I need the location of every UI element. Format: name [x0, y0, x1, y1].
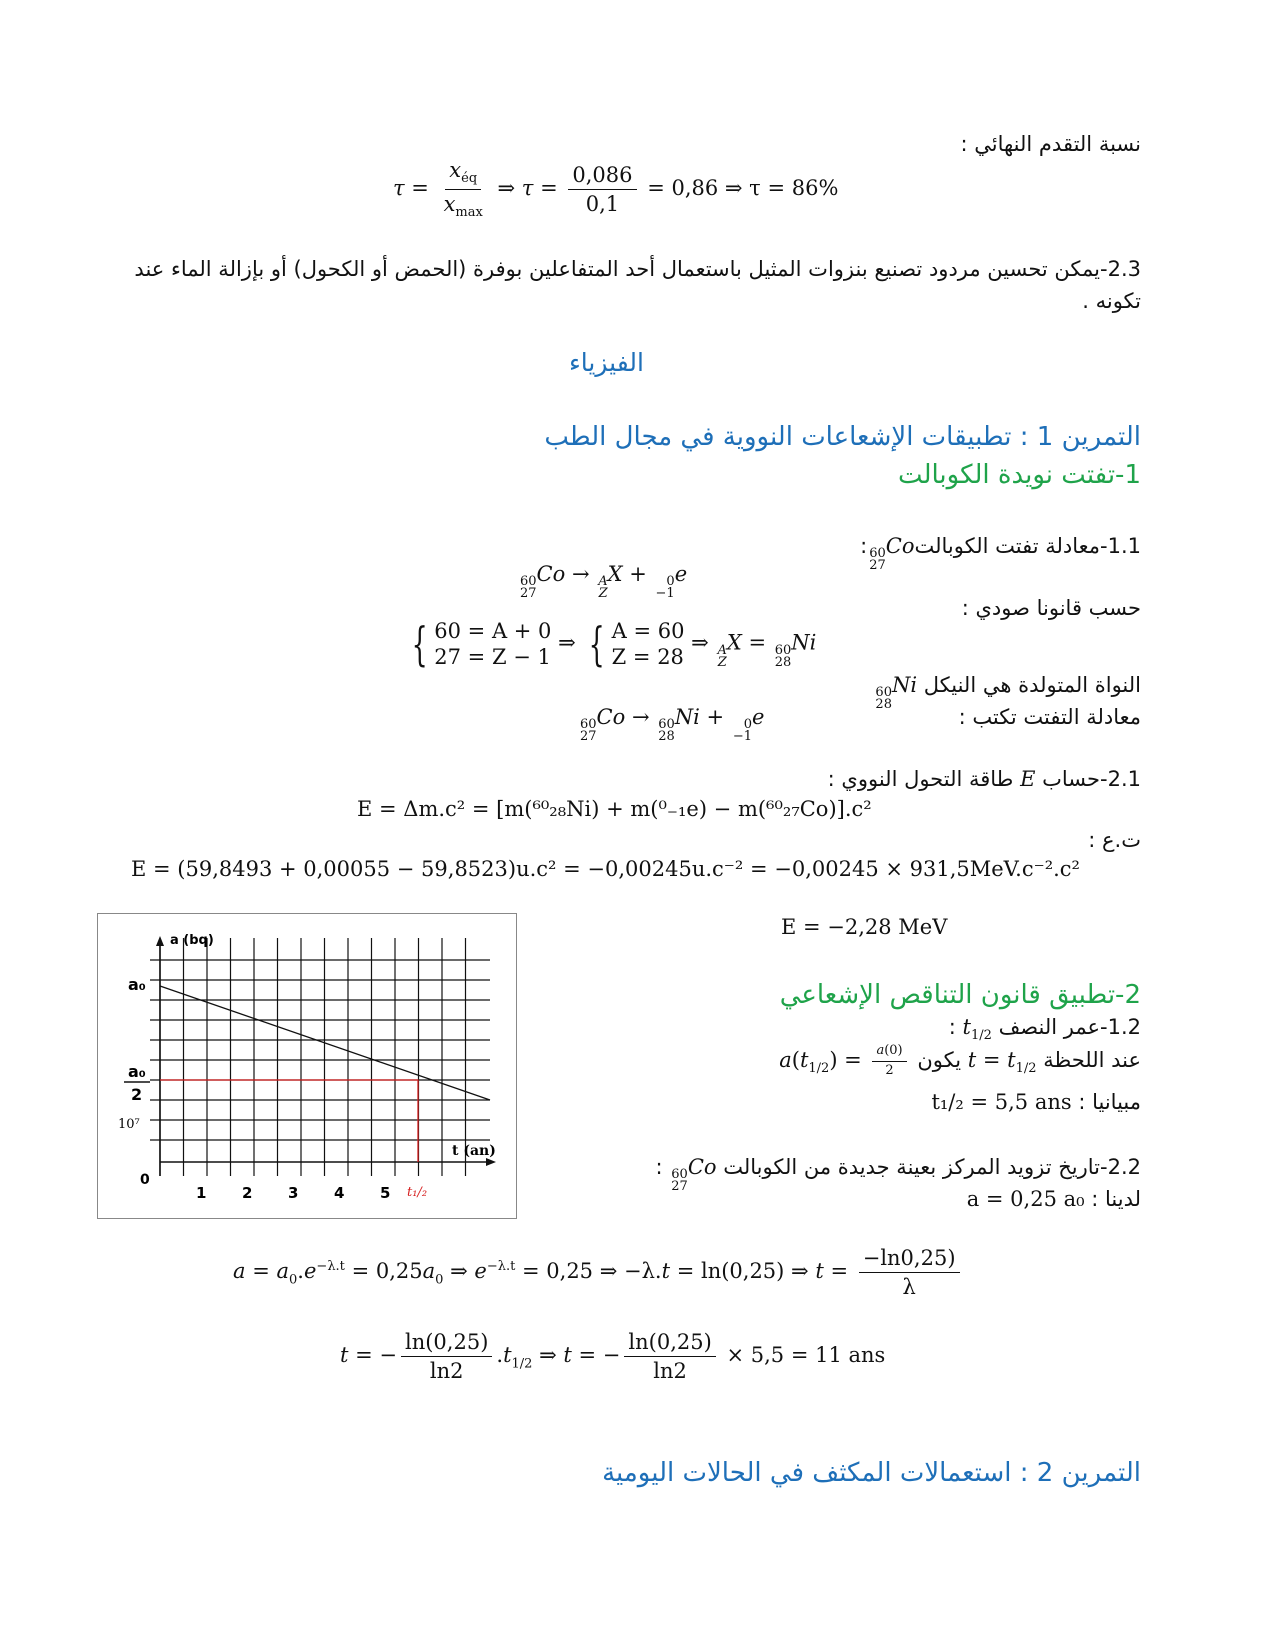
soddy-system: { 60 = A + 0 27 = Z − 1 ⇒ { A = 60 Z = 28 ⇒ A Z X = 60 28 Ni: [411, 617, 817, 671]
y-label-half-denominator: 2: [131, 1085, 143, 1104]
time-result-equation: t = − $\frac{\ln(0,25)}{\ln 2}$ $.t_{1/2}$ ⇒ t = − $\frac{\ln(0,25)}{\ln 2}$ × 5,5 = 11 ans: [340, 1330, 886, 1384]
energy-formula: E = Δm.c² = [m(⁶⁰₂₈Ni) + m(⁰₋₁e) − m(⁶⁰₂₇Co)].c²: [357, 797, 872, 821]
question-2-2: 2.2-تاريخ تزويد المركز بعينة جديدة من الكوبالت 60 27 Co :: [655, 1155, 1141, 1194]
exercise-2-title: التمرين 2 : استعمالات المكثف في الحالات اليومية: [602, 1458, 1141, 1488]
decay-law-equation: $a = a_0.e^{-\lambda.t} = 0,25a_0$ ⇒ $e^{-\lambda.t} = 0,25$ ⇒ −λ.t = ln(0,25) ⇒ t = $\frac{-\ln 0,25)}{\lambda}$: [233, 1246, 964, 1299]
question-1-2: 2.1-حساب E طاقة التحول النووي :: [827, 767, 1141, 791]
y-axis-label: a (bq): [170, 933, 214, 948]
energy-numeric: E = (59,8493 + 0,00055 − 59,8523)u.c² = −0,00245u.c⁻² = −0,00245 × 931,5MeV.c⁻².c²: [131, 857, 1080, 881]
origin-label: 0: [140, 1172, 150, 1188]
exercise-1-part-1: 1-تفتت نويدة الكوبالت: [898, 460, 1141, 490]
decay-equation-final: 60 27 Co → 60 28 Ni + 0 −1 e: [580, 705, 765, 744]
question-2-1-line2: عند اللحظة $t = t_{1/2}$ يكون $a(t_{1/2})$ = $\frac{a(0)}{2}$: [779, 1043, 1141, 1078]
decay-equation-general: 60 27 Co → A Z X + 0 −1 e: [520, 562, 688, 601]
equation-label: معادلة التفتت تكتب :: [958, 705, 1141, 729]
energy-result: E = −2,28 MeV: [781, 915, 948, 939]
half-life-marker: [160, 1080, 418, 1162]
section-title: الفيزياء: [569, 348, 644, 377]
x-tick-label: 2: [242, 1184, 253, 1202]
x-tick-labels: [196, 1184, 390, 1202]
numeric-label: ت.ع :: [1088, 828, 1141, 852]
x-tick-label: 4: [334, 1184, 345, 1202]
graph-grid: [150, 938, 490, 1176]
tau-formula: τ = $\frac{x_{éq}}{x_{max}}$ ⇒ τ = $\frac{0,086}{0,1}$ = 0,86 ⇒ τ = 86%: [393, 158, 839, 221]
x-tick-label: 3: [288, 1184, 299, 1202]
x-tick-label: 5: [380, 1184, 391, 1202]
y-tick-label: 10⁷: [118, 1117, 140, 1132]
question-2-1: 1.2-عمر النصف $t_{1/2}$ :: [948, 1015, 1141, 1044]
given-data: لدينا : a = 0,25 a₀: [966, 1187, 1141, 1211]
y-label-half-numerator: a₀: [128, 1062, 146, 1081]
question-1-1: 1.1-معادلة تفتت الكوبالت 60 27 Co:: [860, 534, 1141, 573]
graph-svg: [98, 914, 516, 1218]
x-axis-label: t (an): [452, 1143, 496, 1159]
item-2-3-line1: 2.3-يمكن تحسين مردود تصنيع بنزوات المثيل باستعمال أحد المتفاعلين بوفرة (الحمض أو الكحول) أو بإزالة الماء عند: [134, 257, 1141, 281]
activity-decay-graph: [97, 913, 517, 1219]
nickel-label: النواة المتولدة هي النيكل 60 28 Ni: [875, 673, 1141, 712]
x-tick-label: 1: [196, 1184, 207, 1202]
item-2-3-line2: تكونه .: [1082, 289, 1141, 313]
graphical-reading: مبيانيا : t₁/₂ = 5,5 ans: [931, 1090, 1141, 1114]
y-label-a0: a₀: [128, 975, 146, 994]
exercise-1-part-2: 2-تطبيق قانون التناقص الإشعاعي: [779, 980, 1141, 1010]
x-axis: [160, 1158, 496, 1166]
tau-label: نسبة التقدم النهائي :: [960, 132, 1141, 156]
x-half-life-label: t₁/₂: [407, 1185, 428, 1200]
exercise-1-title: التمرين 1 : تطبيقات الإشعاعات النووية في مجال الطب: [544, 422, 1141, 452]
soddy-label: حسب قانونا صودي :: [961, 596, 1141, 620]
